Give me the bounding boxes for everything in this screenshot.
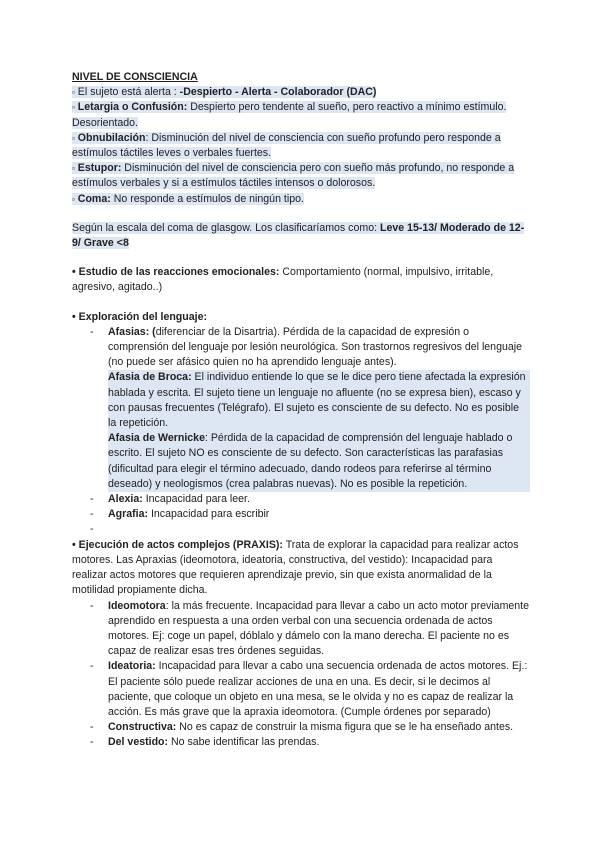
dash-icon: - [90, 523, 94, 536]
glasgow-scale: Leve 15-13/ Moderado de 12-9/ Grave <8 [72, 221, 525, 250]
square-bullet-icon: ▫ [72, 194, 75, 204]
nivel-line-5 [72, 192, 530, 207]
list-item-ideomotora [72, 599, 530, 660]
nivel-line-3 [72, 131, 530, 161]
wernicke-paragraph [108, 431, 530, 492]
square-bullet-icon: ▫ [72, 133, 75, 143]
praxis-paragraph [72, 538, 530, 599]
vestido-text: No sabe identificar las prendas. [168, 736, 320, 749]
emocional-text: Comportamiento (normal, impulsivo, irritable, agresivo, agitado..) [72, 266, 494, 294]
glasgow-paragraph [72, 221, 530, 251]
nivel-l3-text: : Disminución del nivel de consciencia con sueño profundo pero responde a estímulos táctiles leves o verbales fuertes. [72, 131, 501, 160]
nivel-l4-bold: Estupor: [77, 162, 122, 175]
nivel-line-4 [72, 161, 530, 191]
praxis-bold: Ejecución de actos complejos (PRAXIS): [78, 538, 283, 551]
nivel-l2-text: Despierto pero tendente al sueño, pero reactivo a mínimo estímulo. Desorientado. [72, 101, 507, 129]
nivel-title: NIVEL DE CONSCIENCIA [72, 71, 198, 83]
agrafia-bold: Agrafia: [108, 508, 149, 521]
document-page [72, 70, 530, 751]
broca-text: El individuo entiende lo que se le dice pero tiene afectada la expresión hablada y escrita. El sujeto tiene un lenguaje no afluente (no se expresa bien), escaso y con pausas frecuentes (Telégrafo). El sujeto es consciente de su defecto. No es posible la repetición. [108, 371, 526, 430]
nivel-l4-text: Disminución del nivel de consciencia pero con sueño más profundo, no responde a estímulos verbales y si a estímulos táctiles intensos o dolorosos. [72, 162, 515, 190]
list-item-empty [72, 522, 530, 537]
list-item-alexia [72, 492, 530, 507]
list-item-vestido [72, 735, 530, 750]
constructiva-bold: Constructiva: [108, 721, 177, 734]
nivel-l1-text: El sujeto está alerta : [77, 86, 180, 99]
broca-paragraph [108, 370, 530, 431]
dash-icon: - [90, 493, 94, 506]
list-item-afasias [72, 325, 530, 492]
dash-icon: - [90, 660, 94, 673]
dash-icon: - [90, 736, 94, 749]
ideomotora-text: : la más frecuente. Incapacidad para llevar a cabo un acto motor previamente aprendido en respuesta a una orden verbal con una secuencia ordenada de actos motores. Ej: coge un papel, dóblalo y dámelo con la mano derecha. El paciente no es capaz de realizar esas tres órdenes seguidas. [108, 599, 530, 658]
bullet-icon: • [72, 538, 76, 551]
nivel-line-1 [72, 85, 530, 100]
square-bullet-icon: ▫ [72, 164, 75, 174]
alexia-text: Incapacidad para leer. [142, 493, 250, 506]
constructiva-text: No es capaz de construir la misma figura que se le ha enseñado antes. [176, 721, 514, 734]
nivel-l2-bold: Letargia o Confusión: [77, 101, 188, 114]
square-bullet-icon: ▫ [72, 103, 75, 113]
bullet-icon: • [72, 266, 76, 279]
nivel-line-2 [72, 100, 530, 130]
ideatoria-bold: Ideatoria: [108, 660, 156, 673]
nivel-l3-bold: Obnubilación [77, 131, 146, 144]
list-item-agrafia [72, 507, 530, 522]
list-item-ideatoria [72, 659, 530, 720]
dash-icon: - [90, 721, 94, 734]
afasias-text: diferenciar de la Disartria). Pérdida de la capacidad de expresión o comprensión del lenguaje por lesión neurológica. Son trastornos regresivos del lenguaje (no puede ser afásico quien no ha aprendido lenguaje antes). [108, 325, 522, 369]
glasgow-text: Según la escala del coma de glasgow. Los clasificaríamos como: [72, 221, 380, 234]
nivel-l5-text: No responde a estímulos de ningún tipo. [110, 192, 304, 205]
nivel-l5-bold: Coma: [77, 192, 111, 205]
section-title-nivel [72, 70, 530, 85]
dash-icon: - [90, 325, 94, 338]
dash-icon: - [90, 599, 94, 612]
nivel-l1-bold: -Despierto - Alerta - Colaborador (DAC) [179, 86, 377, 99]
broca-bold: Afasia de Broca: [108, 371, 192, 384]
emocional-paragraph [72, 265, 530, 295]
bullet-icon: • [72, 310, 76, 323]
vestido-bold: Del vestido: [108, 736, 169, 749]
agrafia-text: Incapacidad para escribir [148, 508, 270, 521]
wernicke-bold: Afasia de Wernicke [108, 432, 205, 445]
praxis-text: Trata de explorar la capacidad para realizar actos motores. Las Apraxias (ideomotora, ideatoria, constructiva, del vestido): Incapacidad para realizar actos motores que requieren aprendizaje previo, sin que exista anormalidad de la motilidad propiamente dicha. [72, 538, 519, 597]
list-item-constructiva [72, 720, 530, 735]
lenguaje-title: Exploración del lenguaje: [78, 310, 208, 323]
emocional-bold: Estudio de las reacciones emocionales: [78, 266, 280, 279]
ideomotora-bold: Ideomotora [108, 599, 166, 612]
alexia-bold: Alexia: [108, 493, 143, 506]
square-bullet-icon: ▫ [72, 88, 75, 98]
wernicke-text: : Pérdida de la capacidad de comprensión del lenguaje hablado o escrito. El sujeto NO es consciente de su defecto. Son características las parafasias (dificultad para elegir el término adecuado, dando rodeos para referirse al término deseado) y neologismos (crea palabras nuevas). No es posible la repetición. [108, 432, 513, 490]
lenguaje-heading [72, 310, 530, 325]
dash-icon: - [90, 508, 94, 521]
afasias-bold: Afasias: ( [108, 325, 156, 338]
ideatoria-text: Incapacidad para llevar a cabo una secuencia ordenada de actos motores. Ej.: El paciente sólo puede realizar acciones de una en una. Es decir, si le decimos al paciente, que coloque un objeto en una mesa, se le olvida y no es capaz de realizar la acción. Es más grave que la apraxia ideomotora. (Cumple órdenes por separado) [108, 660, 528, 718]
